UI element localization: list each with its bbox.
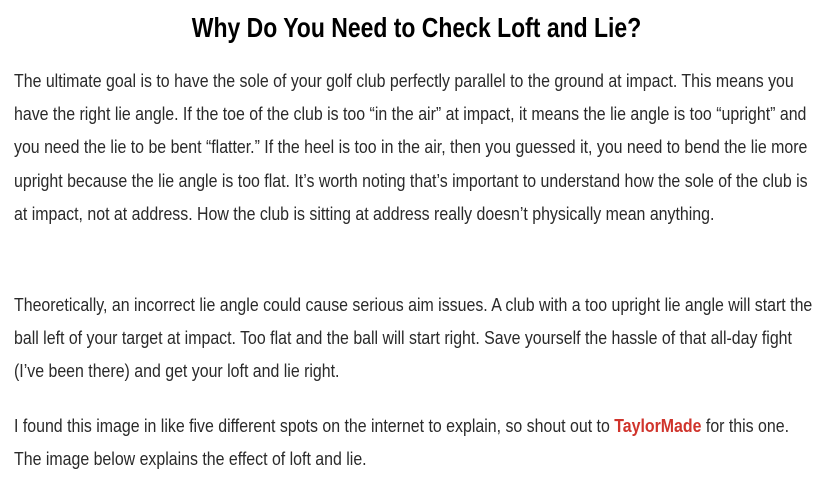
paragraph-aim-issues: Theoretically, an incorrect lie angle could cause serious aim issues. A club with a too upright lie angle will start the ball left of your target at impact. Too flat and the ball will start right. Save yourself the hassle of that all-day fight (I’ve been there) and get your loft and lie right.: [14, 294, 813, 382]
paragraph-text-after-link: for this one. The image below explains the effect of loft and lie.: [14, 415, 790, 470]
article: [14, 0, 819, 470]
paragraph-text-before-link: I found this image in like five different spots on the internet to explain, so shout out to: [14, 415, 615, 436]
paragraph-image-source: [14, 409, 819, 475]
taylormade-link[interactable]: TaylorMade: [614, 415, 702, 436]
page-title: Why Do You Need to Check Loft and Lie?: [191, 12, 642, 43]
paragraph-lie-angle-goal: The ultimate goal is to have the sole of your golf club perfectly parallel to the ground at impact. This means you have the right lie angle. If the toe of the club is too “in the air” at impact, it means the lie angle is too “upright” and you need the lie to be bent “flatter.” If the heel is too in the air, then you guessed it, you need to bend the lie more upright because the lie angle is too flat. It’s worth noting that’s important to understand how the sole of the club is at impact, not at address. How the club is sitting at address really doesn’t physically mean anything.: [14, 70, 808, 224]
